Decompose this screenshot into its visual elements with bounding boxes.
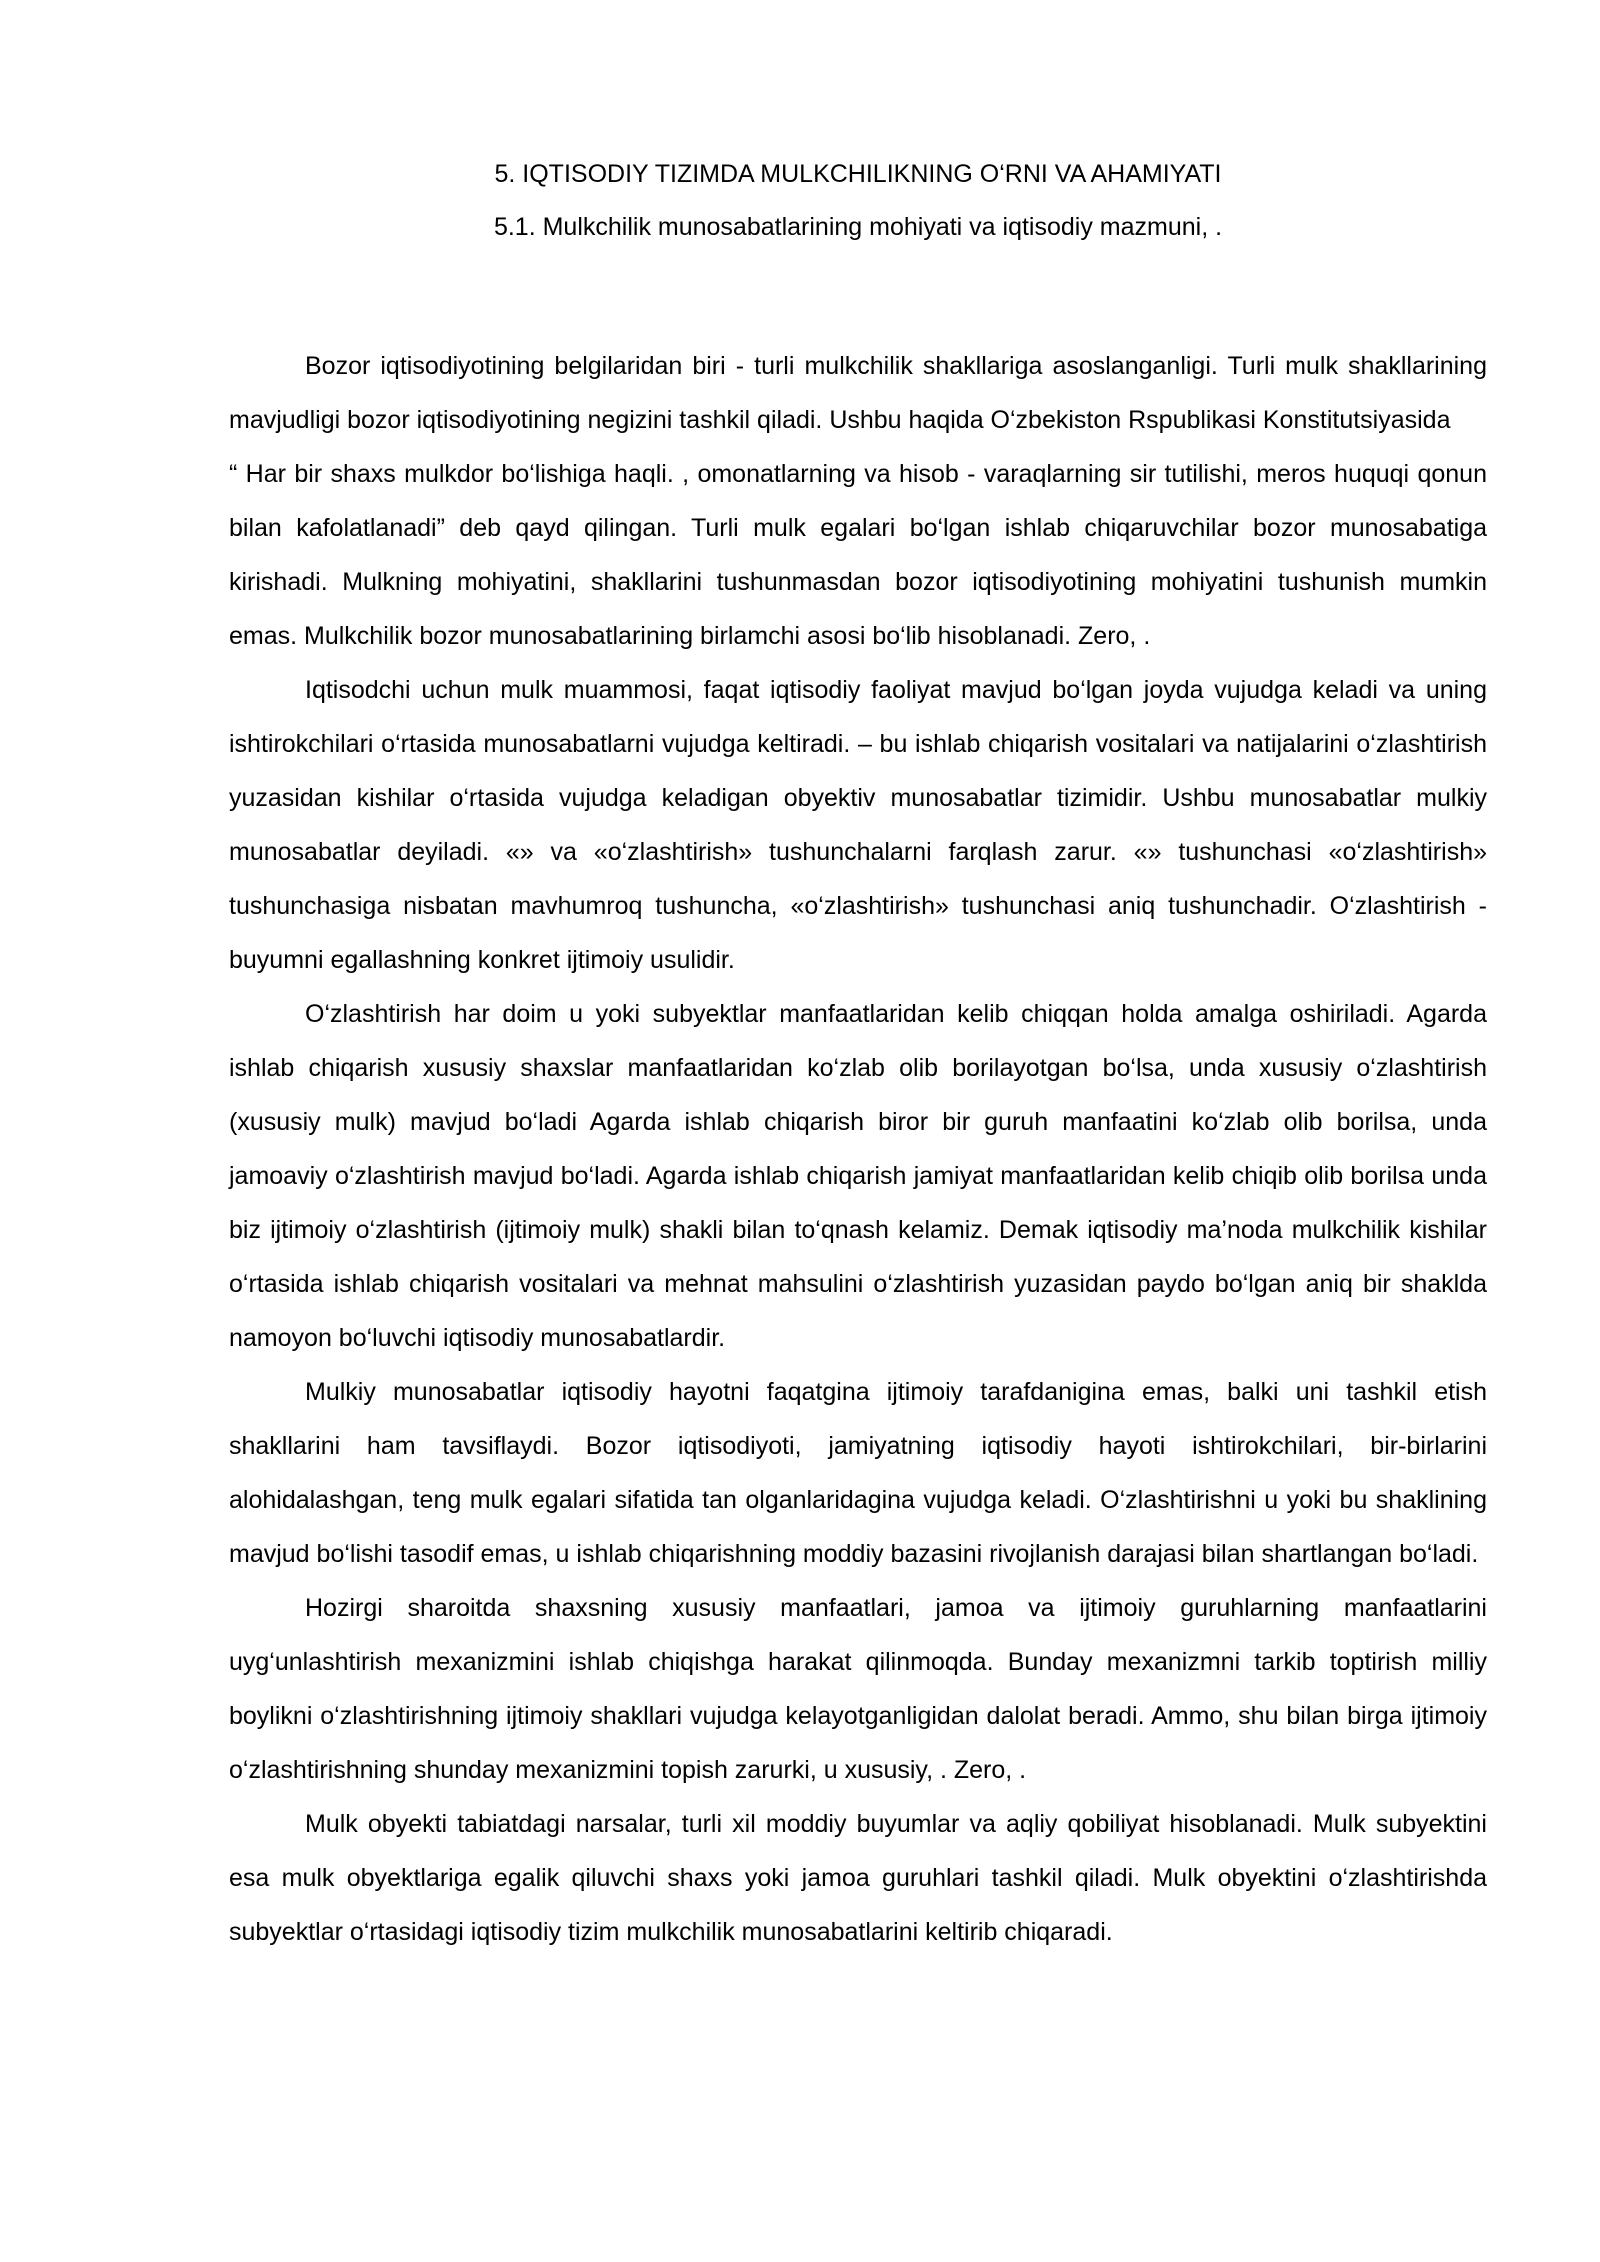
section-title: 5.1. Mulkchilik munosabatlarining mohiyati va iqtisodiy mazmuni, . [493, 213, 1223, 241]
paragraph: Mulkiy munosabatlar iqtisodiy hayotni faqatgina ijtimoiy tarafdanigina emas, balki uni tashkil etish shakllarini ham tavsiflaydi. Bozor iqtisodiyoti, jamiyatning iqtisodiy hayoti ishtirokchilari, bir-birlarini alohidalashgan, teng mulk egalari sifatida tan olganlaridagina vujudga keladi. O‘zlashtirishni u yoki bu shaklining mavjud bo‘lishi tasodif emas, u ishlab chiqarishning moddiy bazasini rivojlanish darajasi bilan shartlangan bo‘ladi. [229, 1378, 1487, 1568]
chapter-title: 5. IQTISODIY TIZIMDA MULKCHILIKNING O‘RNI VA AHAMIYATI [494, 160, 1222, 188]
paragraph: Hozirgi sharoitda shaxsning xususiy manfaatlari, jamoa va ijtimoiy guruhlarning manfaatlarini uyg‘unlashtirish mexanizmini ishlab chiqishga harakat qilinmoqda. Bunday mexanizmni tarkib toptirish milliy boylikni o‘zlashtirishning ijtimoiy shakllari vujudga kelayotganligidan dalolat beradi. Ammo, shu bilan birga ijtimoiy o‘zlashtirishning shunday mexanizmini topish zarurki, u xususiy, . Zero, . [229, 1594, 1487, 1784]
paragraph: O‘zlashtirish har doim u yoki subyektlar manfaatlaridan kelib chiqqan holda amalga oshiriladi. Agarda ishlab chiqarish xususiy shaxslar manfaatlaridan ko‘zlab olib borilayotgan bo‘lsa, unda xususiy o‘zlashtirish (xususiy mulk) mavjud bo‘ladi Agarda ishlab chiqarish biror bir guruh manfaatini ko‘zlab olib borilsa, unda jamoaviy o‘zlashtirish mavjud bo‘ladi. Agarda ishlab chiqarish jamiyat manfaatlaridan kelib chiqib olib borilsa unda biz ijtimoiy o‘zlashtirish (ijtimoiy mulk) shakli bilan to‘qnash kelamiz. Demak iqtisodiy ma’noda mulkchilik kishilar o‘rtasida ishlab chiqarish vositalari va mehnat mahsulini o‘zlashtirish yuzasidan paydo bo‘lgan aniq bir shaklda namoyon bo‘luvchi iqtisodiy munosabatlardir. [229, 1000, 1487, 1352]
paragraph-quote: “ Har bir shaxs mulkdor bo‘lishiga haqli. , omonatlarning va hisob - varaqlarning sir tutilishi, meros huquqi qonun bilan kafolatlanadi” deb qayd qilingan. Turli mulk egalari bo‘lgan ishlab chiqaruvchilar bozor munosabatiga kirishadi. Mulkning mohiyatini, shakllarini tushunmasdan bozor iqtisodiyotining mohiyatini tushunish mumkin emas. Mulkchilik bozor munosabatlarining birlamchi asosi bo‘lib hisoblanadi. Zero, . [229, 460, 1487, 650]
paragraph: Bozor iqtisodiyotining belgilaridan biri - turli mulkchilik shakllariga asoslanganligi. Turli mulk shakllarining mavjudligi bozor iqtisodiyotining negizini tashkil qiladi. Ushbu haqida O‘zbekiston Rspublikasi Konstitutsiyasida [229, 352, 1487, 434]
paragraph: Iqtisodchi uchun mulk muammosi, faqat iqtisodiy faoliyat mavjud bo‘lgan joyda vujudga keladi va uning ishtirokchilari o‘rtasida munosabatlarni vujudga keltiradi. – bu ishlab chiqarish vositalari va natijalarini o‘zlashtirish yuzasidan kishilar o‘rtasida vujudga keladigan obyektiv munosabatlar tizimidir. Ushbu munosabatlar mulkiy munosabatlar deyiladi. «» va «o‘zlashtirish» tushunchalarni farqlash zarur. «» tushunchasi «o‘zlashtirish» tushunchasiga nisbatan mavhumroq tushuncha, «o‘zlashtirish» tushunchasi aniq tushunchadir. O‘zlashtirish - buyumni egallashning konkret ijtimoiy usulidir. [229, 676, 1487, 974]
paragraph: Mulk obyekti tabiatdagi narsalar, turli xil moddiy buyumlar va aqliy qobiliyat hisoblanadi. Mulk subyektini esa mulk obyektlariga egalik qiluvchi shaxs yoki jamoa guruhlari tashkil qiladi. Mulk obyektini o‘zlashtirishda subyektlar o‘rtasidagi iqtisodiy tizim mulkchilik munosabatlarini keltirib chiqaradi. [229, 1810, 1487, 1946]
document-body [229, 148, 1487, 1959]
